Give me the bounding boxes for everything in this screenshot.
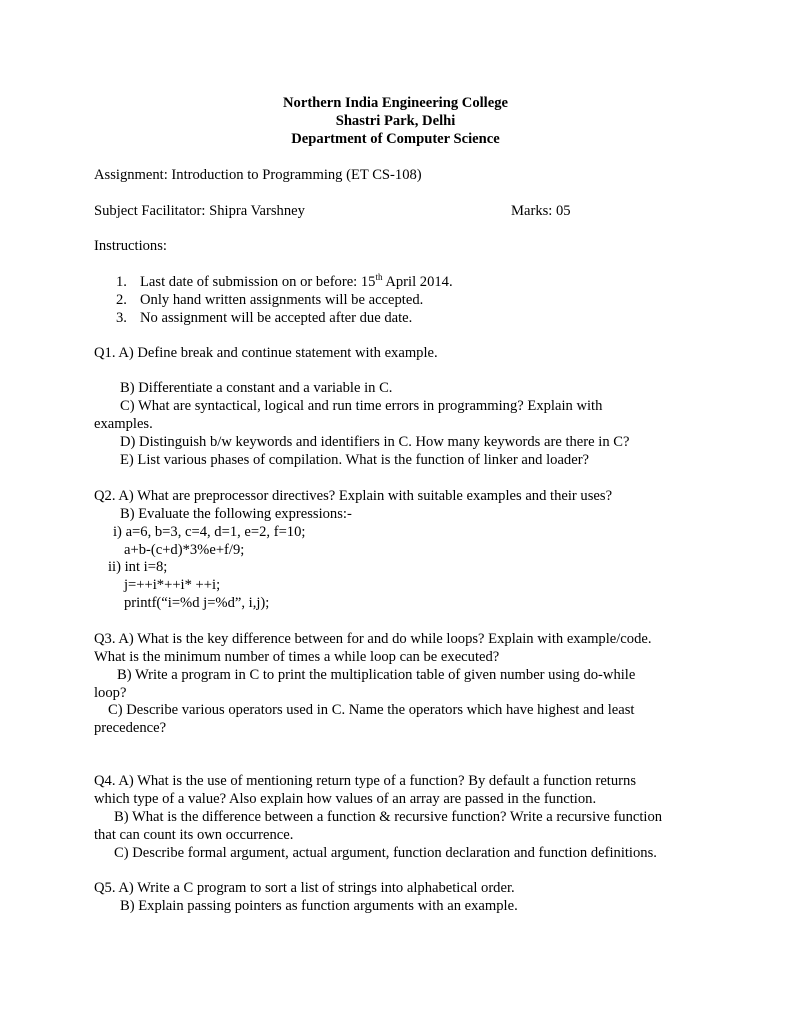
question-text: B) Evaluate the following expressions:- — [120, 506, 352, 522]
expression-line: i) a=6, b=3, c=4, d=1, e=2, f=10; — [113, 524, 306, 540]
instruction-number: 1. — [116, 274, 127, 290]
question-text: B) Differentiate a constant and a variable in C. — [120, 380, 393, 396]
question-text: B) What is the difference between a function & recursive function? Write a recursive function — [114, 809, 663, 825]
ordinal-suffix: th — [375, 272, 383, 282]
college-name: Northern India Engineering College — [283, 95, 508, 111]
subject-facilitator: Subject Facilitator: Shipra Varshney — [94, 203, 305, 219]
instruction-text: Last date of submission on or before: 15 — [140, 274, 376, 290]
instruction-item: Only hand written assignments will be accepted. — [140, 292, 424, 308]
question-text: B) Write a program in C to print the multiplication table of given number using do-while — [117, 667, 636, 683]
question-text: that can count its own occurrence. — [94, 827, 294, 843]
college-location: Shastri Park, Delhi — [335, 113, 456, 129]
instruction-number: 3. — [116, 310, 127, 326]
expression-line: a+b-(c+d)*3%e+f/9; — [124, 542, 245, 558]
expression-line: printf(“i=%d j=%d”, i,j); — [124, 595, 270, 611]
question-text: Q1. A) Define break and continue statement with example. — [94, 345, 438, 361]
question-text: C) Describe formal argument, actual argument, function declaration and function definitions. — [114, 845, 657, 861]
instruction-item: No assignment will be accepted after due date. — [140, 310, 413, 326]
question-text: B) Explain passing pointers as function arguments with an example. — [120, 898, 518, 914]
instruction-number: 2. — [116, 292, 127, 308]
question-text: Q4. A) What is the use of mentioning return type of a function? By default a function returns — [94, 773, 636, 789]
expression-line: j=++i*++i* ++i; — [124, 577, 221, 593]
assignment-title: Assignment: Introduction to Programming (ET CS-108) — [94, 167, 422, 183]
question-text: loop? — [94, 685, 127, 701]
question-text: What is the minimum number of times a while loop can be executed? — [94, 649, 500, 665]
department-name: Department of Computer Science — [291, 131, 500, 147]
expression-line: ii) int i=8; — [108, 559, 168, 575]
question-text: precedence? — [94, 720, 167, 736]
instruction-item — [140, 273, 453, 291]
question-text: Q3. A) What is the key difference between for and do while loops? Explain with example/code. — [94, 631, 652, 647]
question-text: C) What are syntactical, logical and run time errors in programming? Explain with — [120, 398, 603, 414]
question-text: which type of a value? Also explain how values of an array are passed in the function. — [94, 791, 597, 807]
question-text: E) List various phases of compilation. What is the function of linker and loader? — [120, 452, 590, 468]
instruction-text: April 2014. — [382, 274, 453, 290]
question-text: examples. — [94, 416, 153, 432]
instructions-title: Instructions: — [94, 238, 167, 254]
question-text: Q5. A) Write a C program to sort a list of strings into alphabetical order. — [94, 880, 515, 896]
question-text: C) Describe various operators used in C. Name the operators which have highest and least — [108, 702, 635, 718]
question-text: D) Distinguish b/w keywords and identifiers in C. How many keywords are there in C? — [120, 434, 630, 450]
question-text: Q2. A) What are preprocessor directives? Explain with suitable examples and their uses? — [94, 488, 613, 504]
marks: Marks: 05 — [511, 203, 571, 219]
